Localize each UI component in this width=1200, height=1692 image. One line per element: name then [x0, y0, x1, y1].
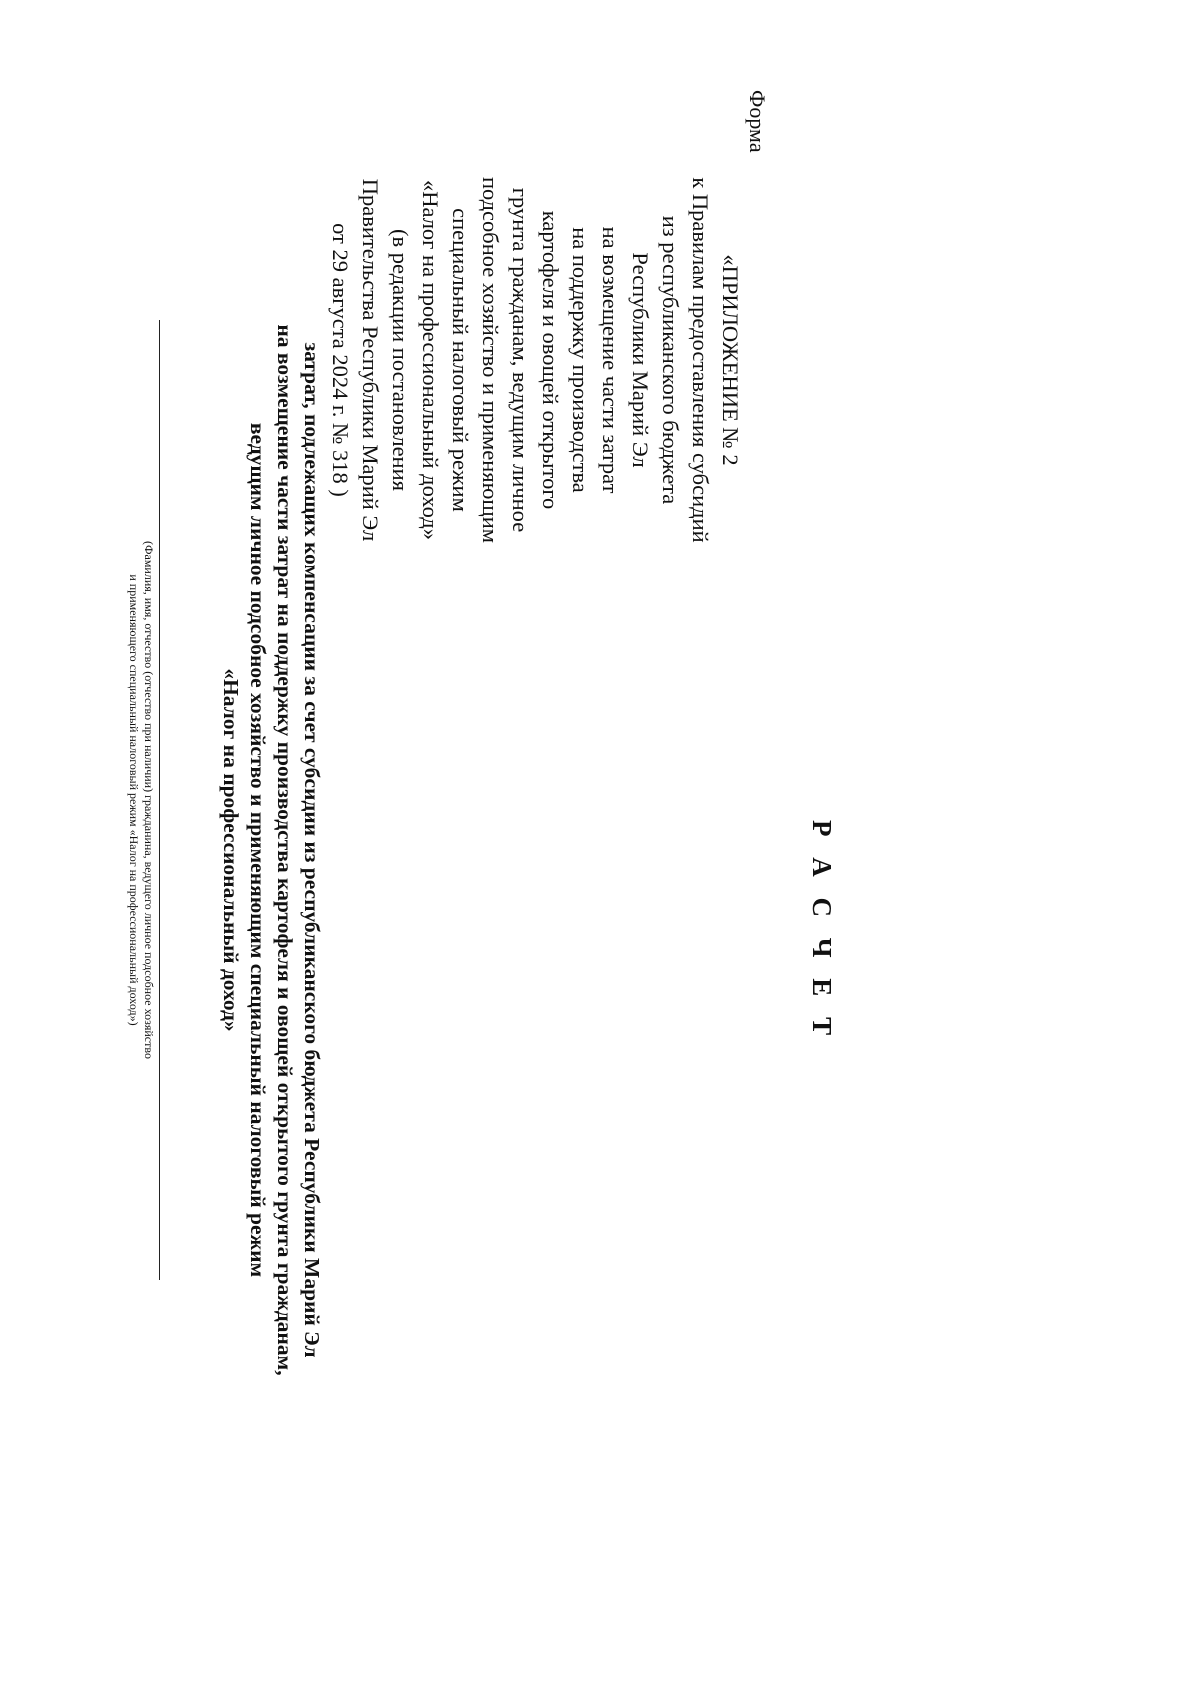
signature-caption-line: (Фамилия, имя, отчество (отчество при наличии) гражданина, ведущего личное подсобное хозяйство: [142, 541, 156, 1059]
appendix-line: (в редакции постановления: [388, 229, 413, 491]
document-title: Р А С Ч Е Т: [807, 820, 837, 1043]
appendix-line: на возмещение части затрат: [598, 226, 623, 494]
appendix-line: из республиканского бюджета: [658, 215, 683, 505]
appendix-line: «ПРИЛОЖЕНИЕ № 2: [718, 254, 743, 466]
signature-caption: [126, 320, 156, 1280]
subtitle-line: на возмещение части затрат на поддержку производства картофеля и овощей открытого грунта гражданам,: [273, 324, 297, 1376]
appendix-line: грунта гражданам, ведущим личное: [508, 187, 533, 533]
subtitle-line: затрат, подлежащих компенсации за счет субсидии из республиканского бюджета Республики Марий Эл: [300, 342, 324, 1358]
signature-caption-line: и применяющего специальный налоговый режим «Налог на профессиональный доход»): [127, 574, 141, 1026]
appendix-line: подсобное хозяйство и применяющим: [478, 176, 503, 544]
appendix-header: [325, 90, 745, 630]
appendix-line: к Правилам предоставления субсидий: [688, 177, 713, 543]
subtitle-line: ведущим личное подсобное хозяйство и применяющим специальный налоговый режим: [246, 422, 270, 1278]
appendix-line: от 29 августа 2024 г. № 318 ): [328, 223, 353, 497]
subtitle-line: «Налог на профессиональный доход»: [219, 668, 243, 1032]
appendix-line: Правительства Республики Марий Эл: [358, 178, 383, 542]
appendix-line: «Налог на профессиональный доход»: [418, 180, 443, 540]
appendix-line: на поддержку производства: [568, 227, 593, 493]
appendix-line: специальный налоговый режим: [448, 208, 473, 512]
appendix-line: картофеля и овощей открытого: [538, 210, 563, 510]
form-label: Форма: [745, 90, 770, 153]
appendix-line: Республики Марий Эл: [628, 252, 653, 468]
document-subtitle: [217, 100, 325, 1600]
signature-line: [159, 320, 160, 1280]
